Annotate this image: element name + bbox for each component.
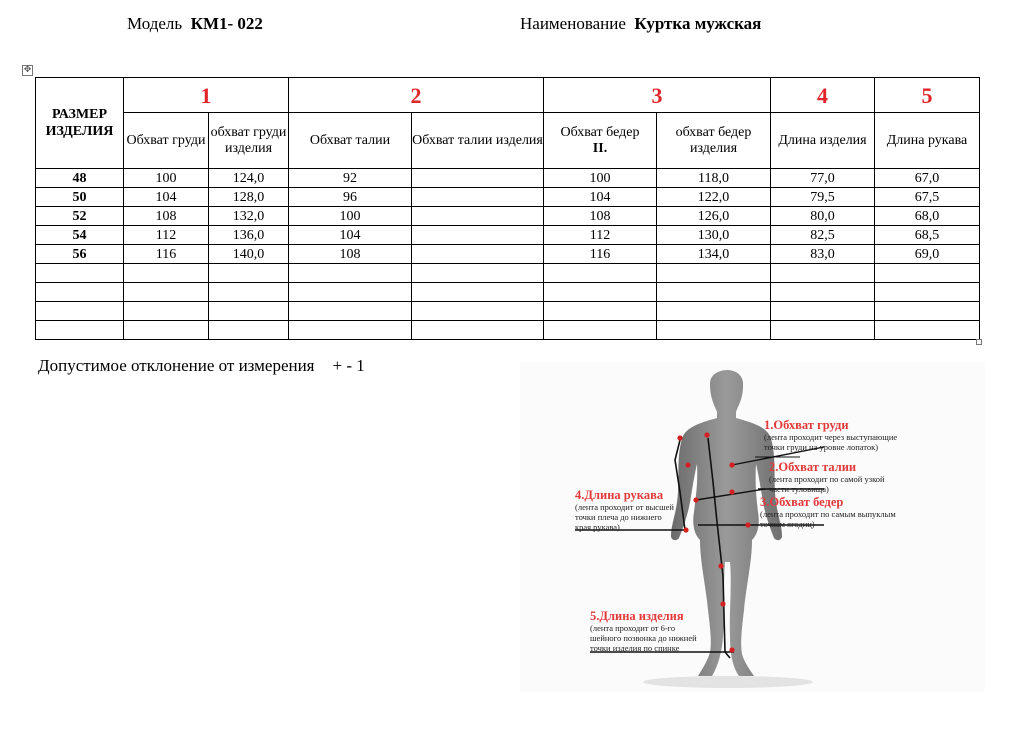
table-cell: 108 [289,245,412,264]
model-label: Модель [127,14,183,33]
table-cell: 128,0 [209,188,289,207]
table-cell: 126,0 [657,207,771,226]
annotation-chest [764,419,897,452]
empty-cell [412,283,544,302]
column-label: Обхват талии [289,113,412,169]
marker-dot [718,563,723,568]
annotation-desc: точкам ягодиц) [760,519,815,529]
table-cell: 104 [289,226,412,245]
size-cell: 50 [36,188,124,207]
annotation-title: 2.Обхват талии [769,460,857,474]
empty-cell [771,302,875,321]
name-label: Наименование [520,14,626,33]
product-name-header [520,14,761,34]
group-number: 3 [544,78,771,113]
table-cell: 80,0 [771,207,875,226]
table-cell: 130,0 [657,226,771,245]
empty-cell [124,264,209,283]
column-label: обхват бедер изделия [657,113,771,169]
table-cell: 92 [289,169,412,188]
group-number: 5 [875,78,980,113]
table-cell: 136,0 [209,226,289,245]
tolerance-value: + - 1 [332,356,365,375]
empty-cell [544,302,657,321]
annotation-desc: части туловища) [769,484,829,494]
empty-cell [209,283,289,302]
empty-cell [209,321,289,340]
empty-cell [771,321,875,340]
table-row [36,226,980,245]
size-cell: 52 [36,207,124,226]
tolerance-label: Допустимое отклонение от измерения [38,356,315,375]
marker-dot [685,462,690,467]
column-label: Обхват груди [124,113,209,169]
table-cell: 134,0 [657,245,771,264]
tolerance-note [38,356,365,376]
size-table [35,77,980,340]
empty-cell [289,321,412,340]
empty-cell [875,283,980,302]
empty-row [36,283,980,302]
table-cell [412,226,544,245]
empty-row [36,321,980,340]
table-resize-handle[interactable] [976,339,982,345]
table-cell: 104 [544,188,657,207]
empty-cell [544,283,657,302]
annotation-desc: (лента проходит от 6-го [590,623,676,633]
table-cell: 67,5 [875,188,980,207]
annotation-garment-length [590,610,697,653]
empty-cell [657,302,771,321]
empty-cell [289,302,412,321]
annotation-title: 1.Обхват груди [764,418,849,432]
table-cell: 100 [124,169,209,188]
empty-cell [544,321,657,340]
annotation-desc: (лента проходит по самым выпуклым [760,509,896,519]
marker-dot [720,601,725,606]
table-cell [412,245,544,264]
empty-cell [36,302,124,321]
annotation-desc: края рукава) [575,522,620,532]
table-cell: 82,5 [771,226,875,245]
table-move-handle-icon[interactable]: ✥ [23,65,32,75]
table-cell: 116 [544,245,657,264]
table-cell: 100 [289,207,412,226]
empty-cell [289,283,412,302]
column-label-row [36,113,980,169]
annotation-desc: точки изделия по спинке [590,643,680,653]
size-header: РАЗМЕР ИЗДЕЛИЯ [36,78,124,169]
empty-cell [657,321,771,340]
marker-dot [729,647,734,652]
size-cell: 56 [36,245,124,264]
annotation-waist [769,461,885,494]
annotation-desc: (лента проходит от высшей [575,502,674,512]
empty-cell [209,302,289,321]
table-cell: 116 [124,245,209,264]
table-cell: 108 [544,207,657,226]
marker-dot [729,462,734,467]
table-cell: 83,0 [771,245,875,264]
empty-cell [412,264,544,283]
column-label: Длина изделия [771,113,875,169]
group-number: 1 [124,78,289,113]
empty-cell [412,321,544,340]
group-number-row [36,78,980,113]
empty-cell [124,302,209,321]
table-cell: 68,5 [875,226,980,245]
table-cell: 79,5 [771,188,875,207]
marker-dot [729,489,734,494]
table-cell: 100 [544,169,657,188]
table-cell: 124,0 [209,169,289,188]
size-cell: 54 [36,226,124,245]
annotation-desc: точки плеча до нижнего [575,512,662,522]
model-header [127,14,263,34]
annotation-desc: точки груди на уровне лопаток) [764,442,879,452]
column-label: Обхват бедер [560,124,640,140]
size-cell: 48 [36,169,124,188]
empty-cell [36,264,124,283]
table-row [36,245,980,264]
annotation-title: 3.Обхват бедер [760,495,844,509]
annotation-title: 4.Длина рукава [575,488,664,502]
table-cell [412,207,544,226]
marker-dot [704,432,709,437]
empty-cell [875,264,980,283]
empty-cell [771,264,875,283]
table-cell [412,188,544,207]
annotation-title: 5.Длина изделия [590,609,684,623]
annotation-hips [760,496,896,529]
empty-cell [124,283,209,302]
name-value: Куртка мужская [634,14,762,33]
table-cell: 77,0 [771,169,875,188]
table-cell: 67,0 [875,169,980,188]
table-cell: 140,0 [209,245,289,264]
column-label: Обхват талии изделия [412,113,544,169]
table-cell: 96 [289,188,412,207]
column-label-suffix: II. [592,140,608,156]
empty-cell [412,302,544,321]
group-number: 4 [771,78,875,113]
table-cell: 132,0 [209,207,289,226]
table-cell: 112 [124,226,209,245]
empty-cell [771,283,875,302]
empty-cell [124,321,209,340]
column-label: обхват груди изделия [209,113,289,169]
column-label: Длина рукава [875,113,980,169]
table-row [36,169,980,188]
measurement-figure [520,362,985,692]
table-cell: 108 [124,207,209,226]
empty-cell [875,302,980,321]
empty-cell [657,283,771,302]
marker-dot [683,527,688,532]
table-cell: 112 [544,226,657,245]
annotation-desc: (лента проходит по самой узкой [769,474,885,484]
group-number: 2 [289,78,544,113]
empty-cell [875,321,980,340]
table-cell: 104 [124,188,209,207]
table-row [36,207,980,226]
empty-cell [544,264,657,283]
marker-dot [677,435,682,440]
annotation-sleeve-length [575,489,674,532]
annotation-desc: шейного позвонка до нижней [590,633,697,643]
table-row [36,188,980,207]
empty-cell [657,264,771,283]
column-label-cell [544,113,657,169]
table-cell: 118,0 [657,169,771,188]
table-cell: 69,0 [875,245,980,264]
empty-cell [289,264,412,283]
model-value: КМ1- 022 [190,14,263,33]
empty-cell [36,283,124,302]
annotation-desc: (лента проходит через выступающие [764,432,898,442]
marker-dot [693,497,698,502]
marker-dot [745,522,750,527]
table-cell: 122,0 [657,188,771,207]
empty-cell [36,321,124,340]
empty-row [36,264,980,283]
empty-row [36,302,980,321]
table-cell [412,169,544,188]
table-cell: 68,0 [875,207,980,226]
empty-cell [209,264,289,283]
